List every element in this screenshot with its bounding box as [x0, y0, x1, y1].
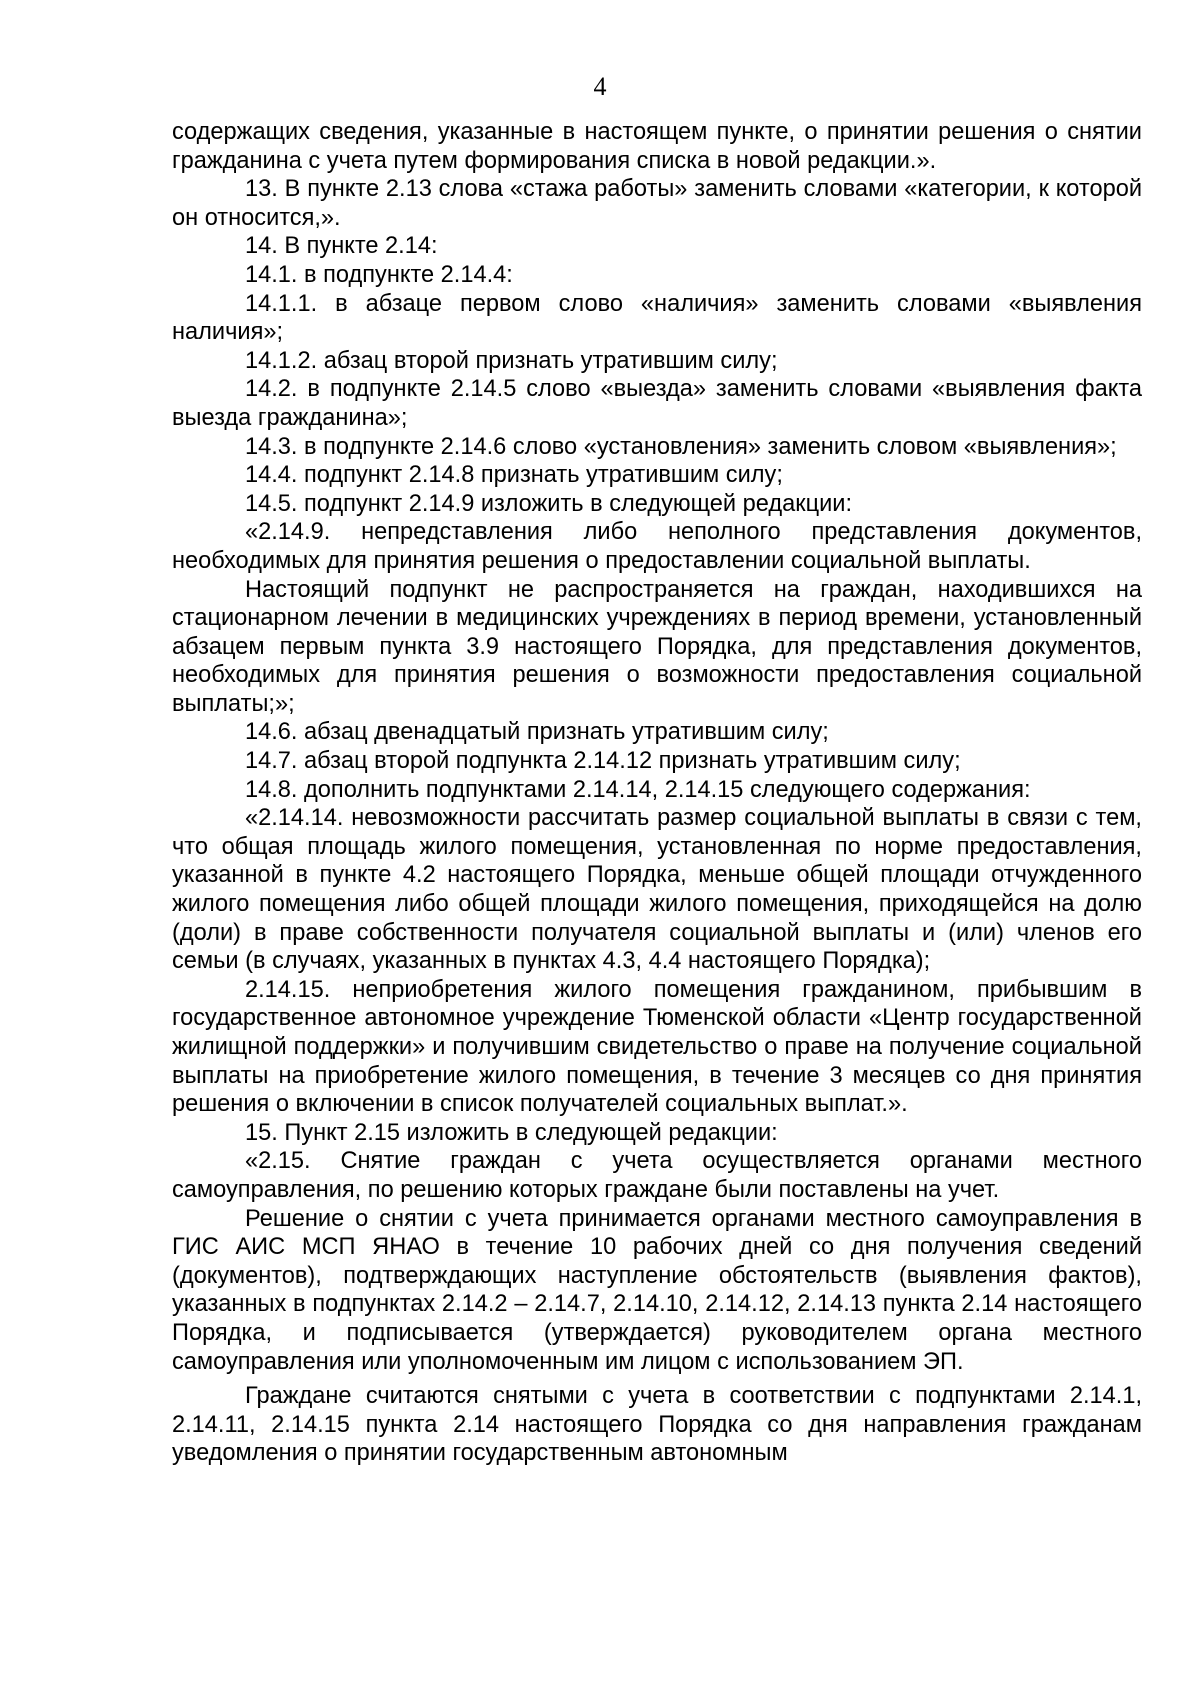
paragraph-item-14-1-1: 14.1.1. в абзаце первом слово «наличия» заменить словами «выявления наличия»; — [172, 290, 1142, 346]
paragraph-item-13: 13. В пункте 2.13 слова «стажа работы» заменить словами «категории, к которой он относится,». — [172, 176, 1142, 231]
document-body — [172, 118, 1142, 1468]
paragraph-quote-2-15: «2.15. Снятие граждан с учета осуществляется органами местного самоуправления, по решению которых граждане были поставлены на учет. — [172, 1148, 1142, 1203]
paragraph-item-14: 14. В пункте 2.14: — [245, 233, 438, 260]
paragraph-item-15: 15. Пункт 2.15 изложить в следующей редакции: — [245, 1119, 778, 1146]
paragraph-item-14-3: 14.3. в подпункте 2.14.6 слово «установления» заменить словом «выявления»; — [245, 433, 1117, 460]
paragraph-quote-2-14-14: «2.14.14. невозможности рассчитать размер социальной выплаты в связи с тем, что общая площадь жилого помещения, установленная по норме предоставления, указанной в пункте 4.2 настоящего Порядка, меньше общей площади отчужденного жилого помещения либо общей площади жилого помещения, приходящейся на долю (доли) в праве собственности получателя социальной выплаты и (или) членов его семьи (в случаях, указанных в пунктах 4.3, 4.4 настоящего Порядка); — [172, 805, 1142, 975]
paragraph-item-14-8: 14.8. дополнить подпунктами 2.14.14, 2.14.15 следующего содержания: — [245, 776, 1031, 803]
paragraph-quote-2-15-decision: Решение о снятии с учета принимается органами местного самоуправления в ГИС АИС МСП ЯНАО в течение 10 рабочих дней со дня получения сведений (документов), подтверждающих наступление обстоятельств (выявления фактов), указанных в подпунктах 2.14.2 – 2.14.7, 2.14.10, 2.14.12, 2.14.13 пункта 2.14 настоящего Порядка, и подписывается (утверждается) руководителем органа местного самоуправления или уполномоченным им лицом с использованием ЭП. — [172, 1205, 1142, 1375]
paragraph-item-14-5: 14.5. подпункт 2.14.9 изложить в следующей редакции: — [245, 490, 852, 517]
paragraph-item-14-2: 14.2. в подпункте 2.14.5 слово «выезда» заменить словами «выявления факта выезда гражданина»; — [172, 376, 1142, 431]
paragraph-quote-2-14-9: «2.14.9. непредставления либо неполного представления документов, необходимых для принятия решения о предоставлении социальной выплаты. — [172, 519, 1142, 574]
paragraph-item-14-6: 14.6. абзац двенадцатый признать утратившим силу; — [245, 719, 829, 746]
paragraph-item-14-1: 14.1. в подпункте 2.14.4: — [245, 261, 513, 288]
paragraph-quote-2-14-9-note: Настоящий подпункт не распространяется на граждан, находившихся на стационарном лечении в медицинских учреждениях в период времени, установленный абзацем первым пункта 3.9 настоящего Порядка, для представления документов, необходимых для принятия решения о возможности предоставления социальной выплаты;»; — [172, 576, 1142, 717]
page-number: 4 — [593, 72, 607, 101]
paragraph-quote-2-15-removal: Граждане считаются снятыми с учета в соответствии с подпунктами 2.14.1, 2.14.11, 2.14.15 пункта 2.14 настоящего Порядка со дня направления гражданам уведомления о принятии государственным автономным — [172, 1383, 1142, 1467]
paragraph-item-14-4: 14.4. подпункт 2.14.8 признать утратившим силу; — [245, 462, 783, 489]
paragraph-continuation: содержащих сведения, указанные в настоящем пункте, о принятии решения о снятии гражданина с учета путем формирования списка в новой редакции.». — [172, 119, 1142, 174]
paragraph-item-14-7: 14.7. абзац второй подпункта 2.14.12 признать утратившим силу; — [245, 748, 961, 775]
paragraph-quote-2-14-15: 2.14.15. неприобретения жилого помещения гражданином, прибывшим в государственное автономное учреждение Тюменской области «Центр государственной жилищной поддержки» и получившим свидетельство о праве на получение социальной выплаты на приобретение жилого помещения, в течение 3 месяцев со дня принятия решения о включении в список получателей социальных выплат.». — [172, 976, 1142, 1118]
paragraph-item-14-1-2: 14.1.2. абзац второй признать утратившим силу; — [245, 347, 778, 374]
